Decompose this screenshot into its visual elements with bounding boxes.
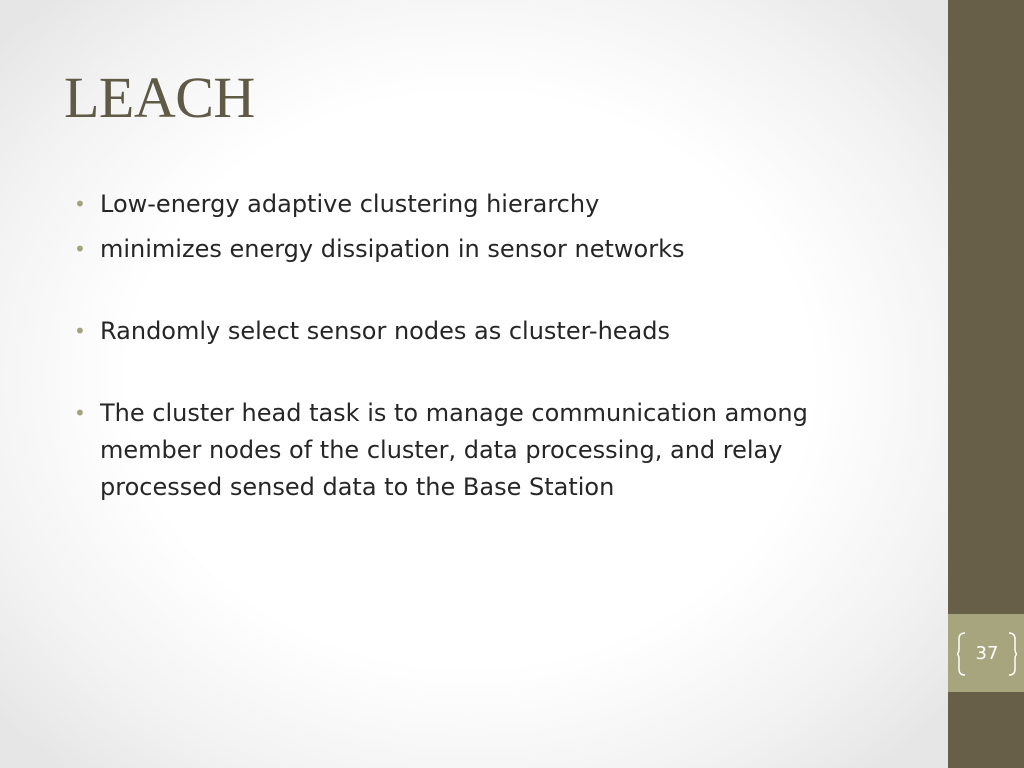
bullet-marker: •: [74, 401, 86, 425]
bullet-item: [72, 313, 872, 350]
bullet-text: The cluster head task is to manage communication among member nodes of the cluster, data processing, and relay processed sensed data to the Base Station: [100, 399, 808, 501]
bullet-item: [72, 186, 872, 223]
slide-title: LEACH: [64, 65, 255, 130]
bullet-marker: •: [74, 237, 86, 261]
page-number: 37: [975, 643, 999, 664]
bullet-marker: •: [74, 192, 86, 216]
bullet-text: Randomly select sensor nodes as cluster-heads: [100, 317, 670, 345]
bullet-text: minimizes energy dissipation in sensor networks: [100, 235, 685, 263]
bullet-item: [72, 395, 872, 506]
bullet-item: [72, 231, 872, 268]
bullet-list: [72, 186, 872, 506]
bullet-text: Low-energy adaptive clustering hierarchy: [100, 190, 600, 218]
bullet-marker: •: [74, 319, 86, 343]
